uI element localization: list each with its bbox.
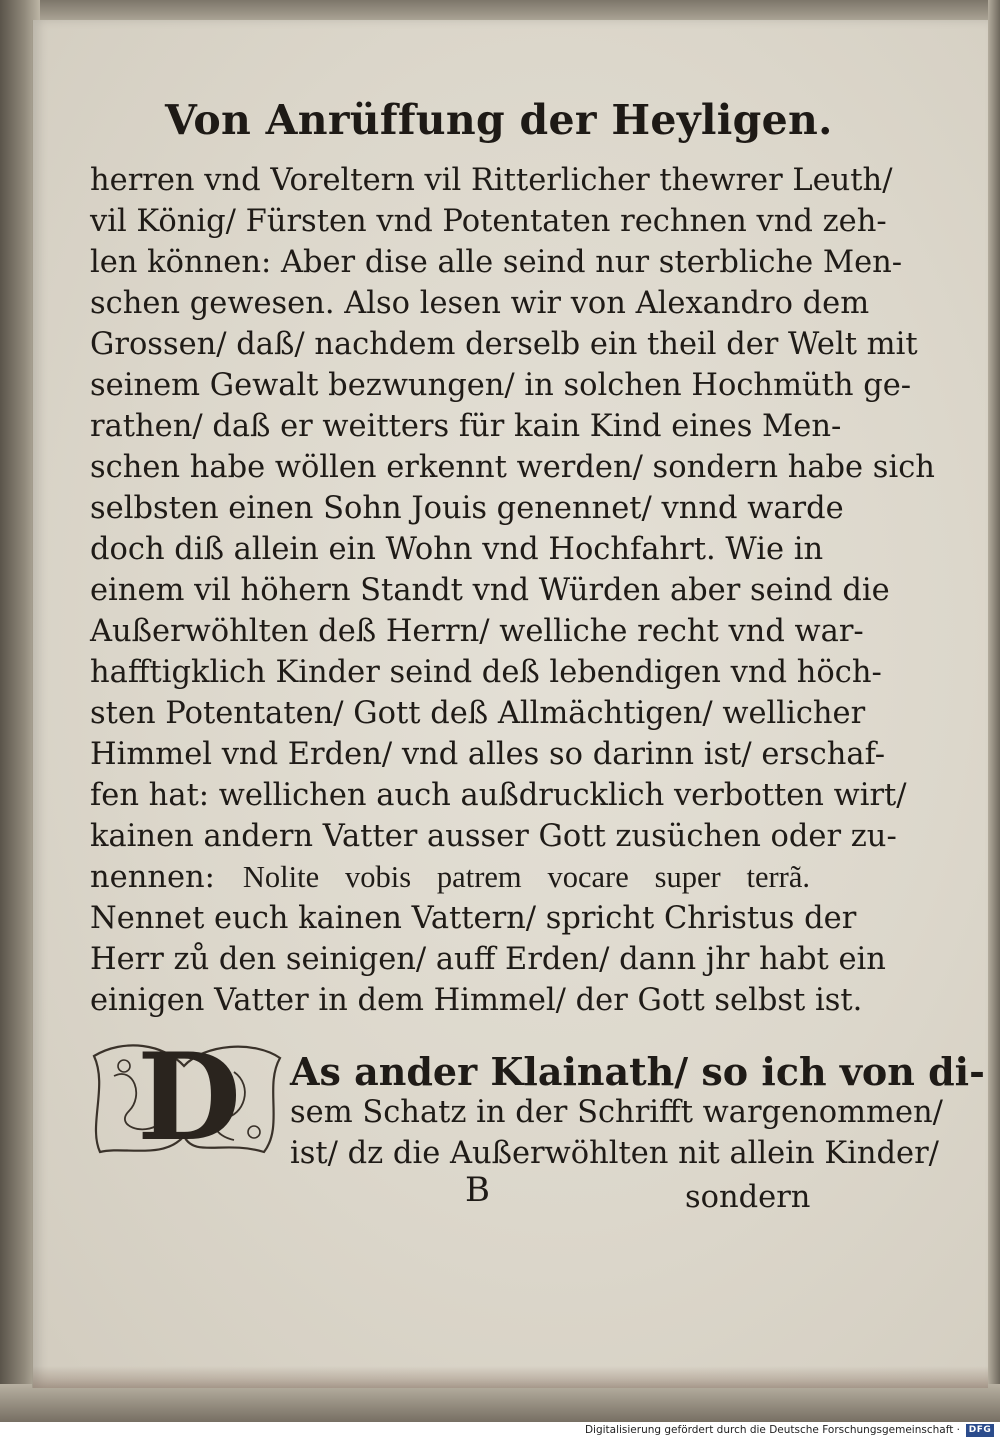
paper-stain: [33, 1366, 988, 1388]
text-line: len können: Aber dise alle seind nur sterbliche Men-: [90, 245, 903, 280]
text-line: rathen/ daß er weitters für kain Kind eines Men-: [90, 409, 842, 444]
text-line: schen gewesen. Also lesen wir von Alexandro dem: [90, 286, 870, 321]
second-paragraph: [290, 1049, 985, 1173]
text-line: fen hat: wellichen auch außdrucklich verbotten wirt/: [90, 778, 907, 813]
signature-mark: B: [465, 1170, 490, 1210]
dfg-logo: DFG: [966, 1424, 994, 1437]
page-edge-bottom: [0, 1384, 1000, 1422]
text-line: kainen andern Vatter ausser Gott zusüchen oder zu-: [90, 819, 897, 854]
text-line: Herr zů den seinigen/ auff Erden/ dann jhr habt ein: [90, 942, 886, 977]
text-line: hafftigklich Kinder seind deß lebendigen vnd höch-: [90, 655, 882, 690]
catchword: sondern: [685, 1180, 811, 1215]
text-line: herren vnd Voreltern vil Ritterlicher thewrer Leuth/: [90, 163, 893, 198]
text-line: vil König/ Fürsten vnd Potentaten rechnen vnd zeh-: [90, 204, 887, 239]
text-line-prefix: nennen:: [90, 860, 243, 895]
funding-credit: Digitalisierung gefördert durch die Deutsche Forschungsgemeinschaft ·: [584, 1424, 960, 1436]
drop-cap-letter: D: [136, 1027, 242, 1168]
text-line: doch diß allein ein Wohn vnd Hochfahrt. Wie in: [90, 532, 824, 567]
text-line: Außerwöhlten deß Herrn/ welliche recht vnd war-: [90, 614, 864, 649]
text-line: Himmel vnd Erden/ vnd alles so darinn ist/ erschaf-: [90, 737, 886, 772]
body-text: [90, 160, 935, 1021]
text-line: Nennet euch kainen Vattern/ spricht Christus der: [90, 901, 857, 936]
text-line: seinem Gewalt bezwungen/ in solchen Hochmüth ge-: [90, 368, 912, 403]
text-line: sem Schatz in der Schrifft wargenommen/: [290, 1095, 943, 1130]
text-line: schen habe wöllen erkennt werden/ sondern habe sich: [90, 450, 935, 485]
text-line-with-latin: [90, 857, 810, 898]
paragraph-opening-line: As ander Klainath/ so ich von di-: [290, 1049, 985, 1094]
text-line: ist/ dz die Außerwöhlten nit allein Kinder/: [290, 1136, 939, 1171]
text-line: selbsten einen Sohn Jouis genennet/ vnnd warde: [90, 491, 844, 526]
text-line: einigen Vatter in dem Himmel/ der Gott selbst ist.: [90, 983, 863, 1018]
text-line: einem vil höhern Standt vnd Würden aber seind die: [90, 573, 890, 608]
text-line: sten Potentaten/ Gott deß Allmächtigen/ wellicher: [90, 696, 866, 731]
running-header: Von Anrüffung der Heyligen.: [165, 96, 833, 144]
footer-bar: [0, 1422, 1000, 1440]
page-edge-right: [988, 0, 1000, 1422]
text-line: Grossen/ daß/ nachdem derselb ein theil der Welt mit: [90, 327, 918, 362]
latin-quote: Nolite vobis patrem vocare super terrã.: [242, 860, 811, 894]
